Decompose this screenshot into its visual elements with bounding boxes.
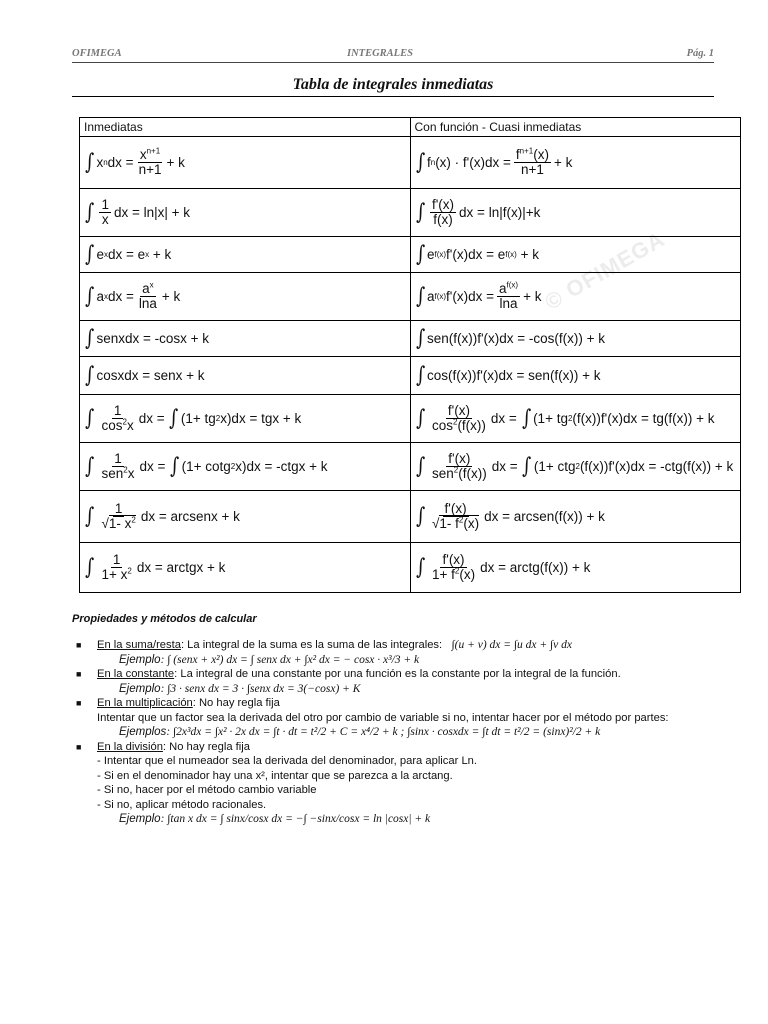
table-row [80,189,741,237]
col-header-cuasi: Con función - Cuasi inmediatas [410,118,741,137]
bullet-icon: ■ [76,698,82,708]
table-cell: ∫ f'(x) √1- $f^2(x)$ dx = arcsen(f(x)) + k [410,491,741,543]
table-cell: ∫ x n dx = $\frac{x^{n+1}}{n+1}$ + k [80,137,411,189]
integral-icon: ∫ [85,503,95,529]
table-cell: ∫ f'(x) $1+ f^2(x)$ dx = arctg(f(x)) + k [410,543,741,593]
properties-list [76,638,756,827]
table-cell: ∫ 1 x dx = ln|x| + k [80,189,411,237]
table-row [80,543,741,593]
table-cell: ∫ sen(f(x))f'(x)dx = -cos(f(x)) + k [410,321,741,357]
table-cell: ∫ senxdx = -cosx + k [80,321,411,357]
table-cell: ∫ 1 sen$^2$x dx = ∫ (1+ cotg 2 x)dx = -ctgx + k [80,443,411,491]
integral-icon: ∫ [85,149,95,175]
integral-icon: ∫ [415,149,425,175]
integral-icon: ∫ [415,325,425,351]
section-title: Propiedades y métodos de calcular [72,613,257,625]
integral-icon: ∫ [415,554,425,580]
header-center: INTEGRALES [347,48,413,59]
table-cell: ∫ f n (x) · f'(x)dx = $\frac{f^{n+1}(x)}{n+1}$ + k [410,137,741,189]
table-cell: ∫ cos(f(x))f'(x)dx = sen(f(x)) + k [410,357,741,395]
integral-icon: ∫ [415,453,425,479]
table-row [80,443,741,491]
example-line: Ejemplo: ∫ (senx + x²) dx = ∫ senx dx + ∫x² dx = − cosx · x³/3 + k [119,653,420,666]
integral-icon: ∫ [85,362,95,388]
table-row [80,137,741,189]
table-row [80,321,741,357]
bullet-icon: ■ [76,741,82,752]
table-cell: ∫ a x dx = $\frac{a^x}{\ln a}$ + k [80,273,411,321]
table-cell: ∫ a f(x) f'(x)dx = $\frac{a^{f(x)}}{\ln a}$ + k [410,273,741,321]
page-title: Tabla de integrales inmediatas [72,76,714,97]
list-item: ■ En la suma/resta: La integral de la suma es la suma de las integrales: ∫(u + v) dx = ∫u dx + ∫v dx Ejemplo: ∫ (senx + x²) dx = ∫ senx dx + ∫x² dx = − cosx · x³/3 + k [76,638,756,667]
table-row [80,395,741,443]
list-item: ■ En la división: No hay regla fija - Intentar que el numeador sea la derivada del denominador, para aplicar Ln. - Si en el denominador hay una x², intentar que se parezca a la arctang. - Si no, hacer por el método cambio variable - Si no, aplicar método racionales. Ejemplo: ∫tan x dx = ∫ sinx/cosx dx = −∫ −sinx/cosx = ln |cosx| + k [76,740,756,827]
table-cell: ∫ cosxdx = senx + k [80,357,411,395]
watermark: © OFIMEGA [540,226,670,315]
integral-icon: ∫ [85,405,95,431]
integrals-table [79,117,741,593]
list-item: ■ En la constante: La integral de una constante por una función es la constante por la integral de la función. Ejemplo: ∫3 · senx dx = 3 · ∫senx dx = 3(−cosx) + K [76,667,756,696]
integral-icon: ∫ [415,405,425,431]
table-cell: ∫ e x dx = e x + k [80,237,411,273]
bullet-icon: ■ [76,669,82,679]
integral-icon: ∫ [415,199,425,225]
example-line: Ejemplos: ∫2x³dx = ∫x² · 2x dx = ∫t · dt = t²/2 + C = x⁴/2 + k ; ∫sinx · cosxdx = ∫t dt = t²/2 = (sinx)²/2 + k [119,726,601,738]
table-row [80,273,741,321]
bullet-icon: ■ [76,640,82,650]
header-page: Pág. 1 [686,48,714,59]
table-cell: ∫ 1 $\cos^2x$ dx = ∫ (1+ tg 2 x)dx = tgx + k [80,395,411,443]
example-line: Ejemplo: ∫3 · senx dx = 3 · ∫senx dx = 3(−cosx) + K [119,682,361,695]
integral-icon: ∫ [85,554,95,580]
table-cell: ∫ 1 √1- $x^2$ dx = arcsenx + k [80,491,411,543]
list-item: ■ En la multiplicación: No hay regla fija Intentar que un factor sea la derivada del otro por cambio de variable si no, intentar hacer por el método por partes: Ejemplos: ∫2x³dx = ∫x² · 2x dx = ∫t · dt = t²/2 + C = x⁴/2 + k ; ∫sinx · cosxdx = ∫t dt = t²/2 = (sinx)²/2 + k [76,696,756,740]
integral-icon: ∫ [522,453,532,479]
integral-icon: ∫ [169,405,179,431]
integral-icon: ∫ [85,325,95,351]
table-row [80,357,741,395]
integral-icon: ∫ [415,503,425,529]
example-line: Ejemplo: ∫tan x dx = ∫ sinx/cosx dx = −∫ −sinx/cosx = ln |cosx| + k [119,813,431,825]
integral-icon: ∫ [170,453,180,479]
table-cell: ∫ f'(x) $\cos^2(f(x))$ dx = ∫ (1+ tg 2 (f(x))f'(x)dx = tg(f(x)) + k [410,395,741,443]
integral-icon: ∫ [521,405,531,431]
integral-icon: ∫ [85,241,95,267]
table-row [80,237,741,273]
table-header-row [80,118,741,137]
integral-icon: ∫ [415,362,425,388]
integral-icon: ∫ [415,283,425,309]
table-cell: ∫ f'(x) sen$^2$(f(x)) dx = ∫ (1+ ctg 2 (f(x))f'(x)dx = -ctg(f(x)) + k [410,443,741,491]
col-header-inmediatas: Inmediatas [80,118,411,137]
table-cell: ∫ f'(x) f(x) dx = ln|f(x)|+k [410,189,741,237]
page-header [72,48,714,63]
header-left: OFIMEGA [72,48,122,59]
integral-icon: ∫ [85,453,95,479]
table-cell: ∫ 1 $1+ x^2$ dx = arctgx + k [80,543,411,593]
integral-icon: ∫ [85,199,95,225]
table-cell: ∫ e f(x) f'(x)dx = e f(x) + k [410,237,741,273]
integral-icon: ∫ [415,241,425,267]
integral-icon: ∫ [85,283,95,309]
table-row [80,491,741,543]
